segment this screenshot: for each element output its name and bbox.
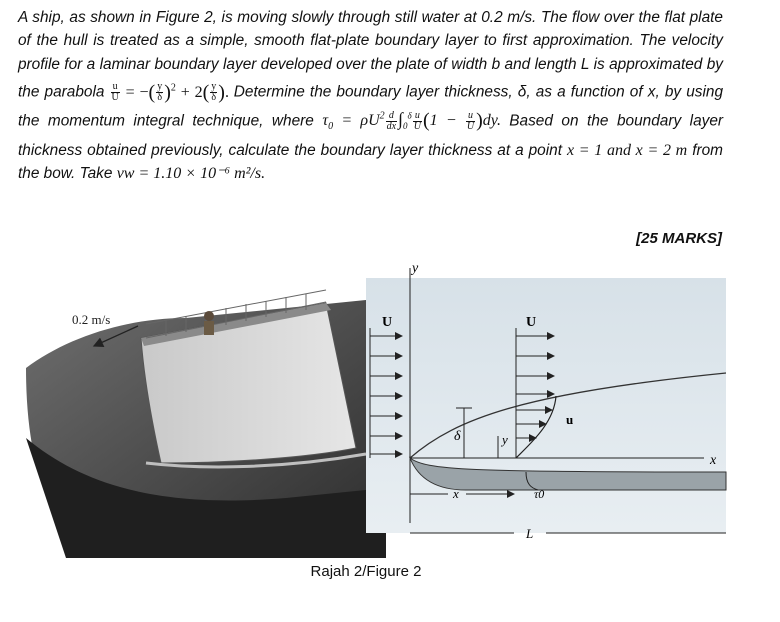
marks-label: [25 MARKS] xyxy=(636,230,722,247)
figure-2 xyxy=(26,258,746,558)
x-dim-label: x xyxy=(453,486,459,501)
problem-line-3: Based on the boundary layer thickness obtained previously, calculate the boundary layer thickness at a point xyxy=(18,111,724,159)
figure-svg xyxy=(26,258,746,558)
delta-label: δ xyxy=(454,429,461,444)
problem-line-4: from the bow. Take xyxy=(18,141,723,182)
y-axis-label: y xyxy=(412,261,419,276)
figure-caption xyxy=(0,563,780,580)
y-local-label: y xyxy=(502,432,508,447)
x-axis-label: x xyxy=(710,453,717,468)
tau-formula: $\tau_0 = \rho U^2$ $\frac{d}{dx}$ $\int_0^\delta$ $\frac{u}{U}$ (1 − $\frac{u}{U}$ )dy. xyxy=(322,108,510,133)
u-label: u xyxy=(566,412,574,427)
tau-label: τ0 xyxy=(534,487,545,501)
figure-caption-text: Rajah 2/Figure 2 xyxy=(310,563,422,580)
problem-statement xyxy=(18,6,723,185)
viscosity-value: νw = 1.10 × 10⁻⁶ m²/s. xyxy=(116,164,266,182)
L-label: L xyxy=(526,526,534,541)
parabola-formula: $\frac{u}{U}$ = −( $\frac{y}{\delta}$ )$^2$ + 2( $\frac{y}{\delta}$ ). xyxy=(111,81,234,104)
ship-speed-label: 0.2 m/s xyxy=(72,312,111,327)
freestream-label-left: U xyxy=(382,315,393,330)
problem-line-1: A ship, as shown in Figure 2, is moving slowly through still water at 0.2 m/s. The flow over the flat plate of the hull is treated as a simple, smooth flat-plate boundary layer to first approximation. The velocity profile for a laminar boundary layer developed over the plate of width b and length L is approximated by the parabola xyxy=(18,9,723,101)
points-values: x = 1 and x = 2 m xyxy=(566,141,688,159)
boundary-layer-panel xyxy=(366,278,726,533)
person-icon xyxy=(204,311,214,335)
problem-line-2: Determine the boundary layer thickness, δ, as a function of x, by using the momentum integral technique, where xyxy=(18,83,724,129)
freestream-label-right: U xyxy=(526,315,537,330)
